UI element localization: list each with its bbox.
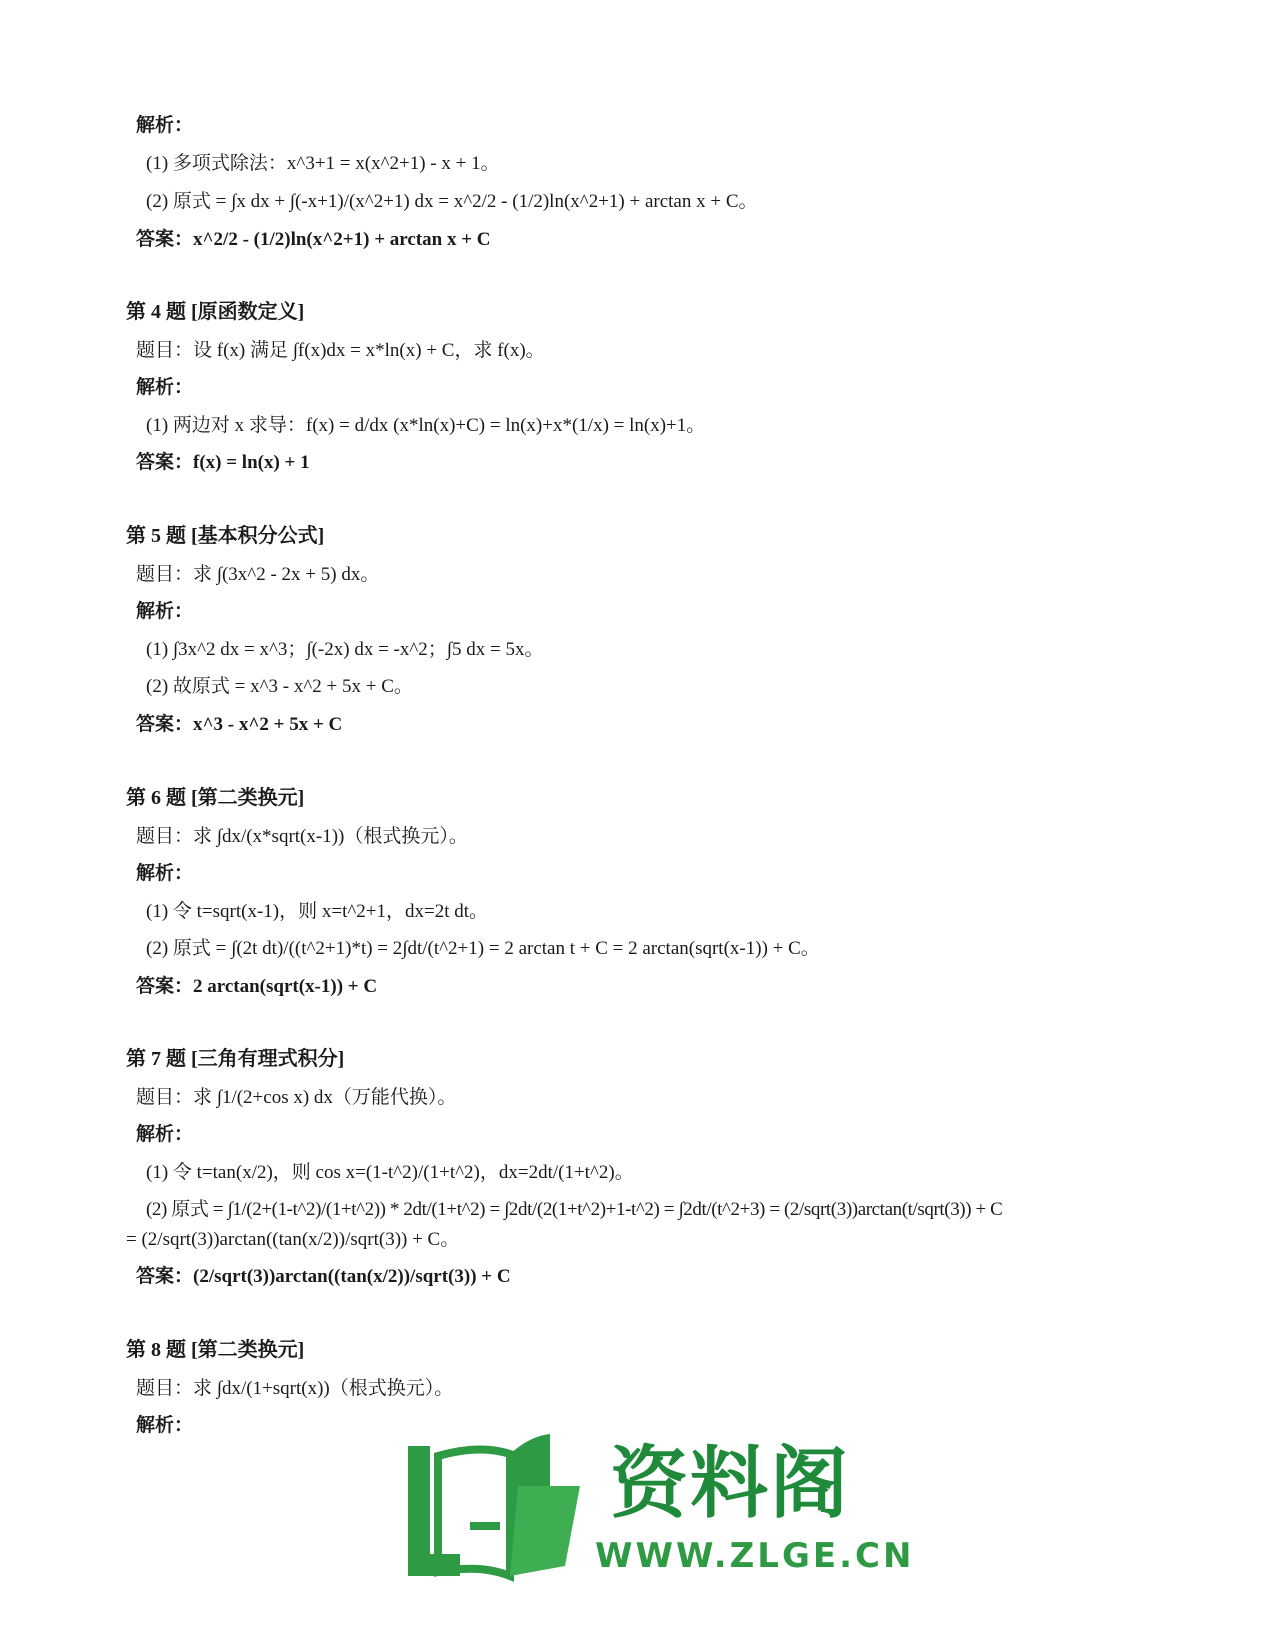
solution-step: (1) 令 t=tan(x/2)，则 cos x=(1-t^2)/(1+t^2)，dx=2dt/(1+t^2)。 <box>146 1162 634 1183</box>
analysis-label: 解析： <box>136 601 194 622</box>
answer-line: 答案：f(x) = ln(x) + 1 <box>136 452 310 473</box>
watermark-url: WWW.ZLGE.CN <box>595 1536 915 1576</box>
question-title: 第 6 题 [第二类换元] <box>126 787 305 809</box>
analysis-label: 解析： <box>136 1124 194 1145</box>
answer-line: 答案：(2/sqrt(3))arctan((tan(x/2))/sqrt(3)) + C <box>136 1266 511 1287</box>
analysis-label: 解析： <box>136 377 194 398</box>
answer-line: 答案：x^2/2 - (1/2)ln(x^2+1) + arctan x + C <box>136 229 491 250</box>
solution-step: (2) 原式 = ∫(2t dt)/((t^2+1)*t) = 2∫dt/(t^2+1) = 2 arctan t + C = 2 arctan(sqrt(x-1)) + C。 <box>146 938 820 959</box>
solution-step: (1) 多项式除法：x^3+1 = x(x^2+1) - x + 1。 <box>146 153 500 174</box>
solution-step-continued: = (2/sqrt(3))arctan((tan(x/2))/sqrt(3)) + C。 <box>126 1229 460 1250</box>
question-title: 第 8 题 [第二类换元] <box>126 1339 305 1361</box>
answer-line: 答案：2 arctan(sqrt(x-1)) + C <box>136 976 378 997</box>
analysis-label: 解析： <box>136 1415 194 1436</box>
question-title: 第 4 题 [原函数定义] <box>126 301 305 323</box>
solution-step: (1) 令 t=sqrt(x-1)，则 x=t^2+1，dx=2t dt。 <box>146 901 489 922</box>
question-title: 第 5 题 [基本积分公式] <box>126 525 325 547</box>
question-text: 题目：求 ∫1/(2+cos x) dx（万能代换）。 <box>136 1087 457 1108</box>
solution-step: (1) ∫3x^2 dx = x^3；∫(-2x) dx = -x^2；∫5 dx = 5x。 <box>146 639 544 660</box>
solution-step: (2) 故原式 = x^3 - x^2 + 5x + C。 <box>146 676 413 697</box>
watermark-logo <box>400 1426 915 1606</box>
book-icon <box>400 1426 600 1596</box>
solution-step: (1) 两边对 x 求导：f(x) = d/dx (x*ln(x)+C) = ln(x)+x*(1/x) = ln(x)+1。 <box>146 415 706 436</box>
question-text: 题目：求 ∫dx/(x*sqrt(x-1))（根式换元）。 <box>136 826 468 847</box>
answer-line: 答案：x^3 - x^2 + 5x + C <box>136 714 343 735</box>
question-text: 题目：设 f(x) 满足 ∫f(x)dx = x*ln(x) + C，求 f(x)。 <box>136 340 545 361</box>
analysis-label: 解析： <box>136 863 194 884</box>
solution-step: (2) 原式 = ∫x dx + ∫(-x+1)/(x^2+1) dx = x^2/2 - (1/2)ln(x^2+1) + arctan x + C。 <box>146 191 758 212</box>
analysis-label: 解析： <box>136 115 194 136</box>
question-title: 第 7 题 [三角有理式积分] <box>126 1048 345 1070</box>
question-text: 题目：求 ∫(3x^2 - 2x + 5) dx。 <box>136 564 380 585</box>
watermark-name: 资料阁 <box>610 1439 851 1529</box>
solution-step: (2) 原式 = ∫1/(2+(1-t^2)/(1+t^2)) * 2dt/(1+t^2) = ∫2dt/(2(1+t^2)+1-t^2) = ∫2dt/(t^2+3) = (2/sqrt(3))arctan(t/sqrt(3)) + C <box>146 1199 1003 1220</box>
question-text: 题目：求 ∫dx/(1+sqrt(x))（根式换元）。 <box>136 1378 454 1399</box>
